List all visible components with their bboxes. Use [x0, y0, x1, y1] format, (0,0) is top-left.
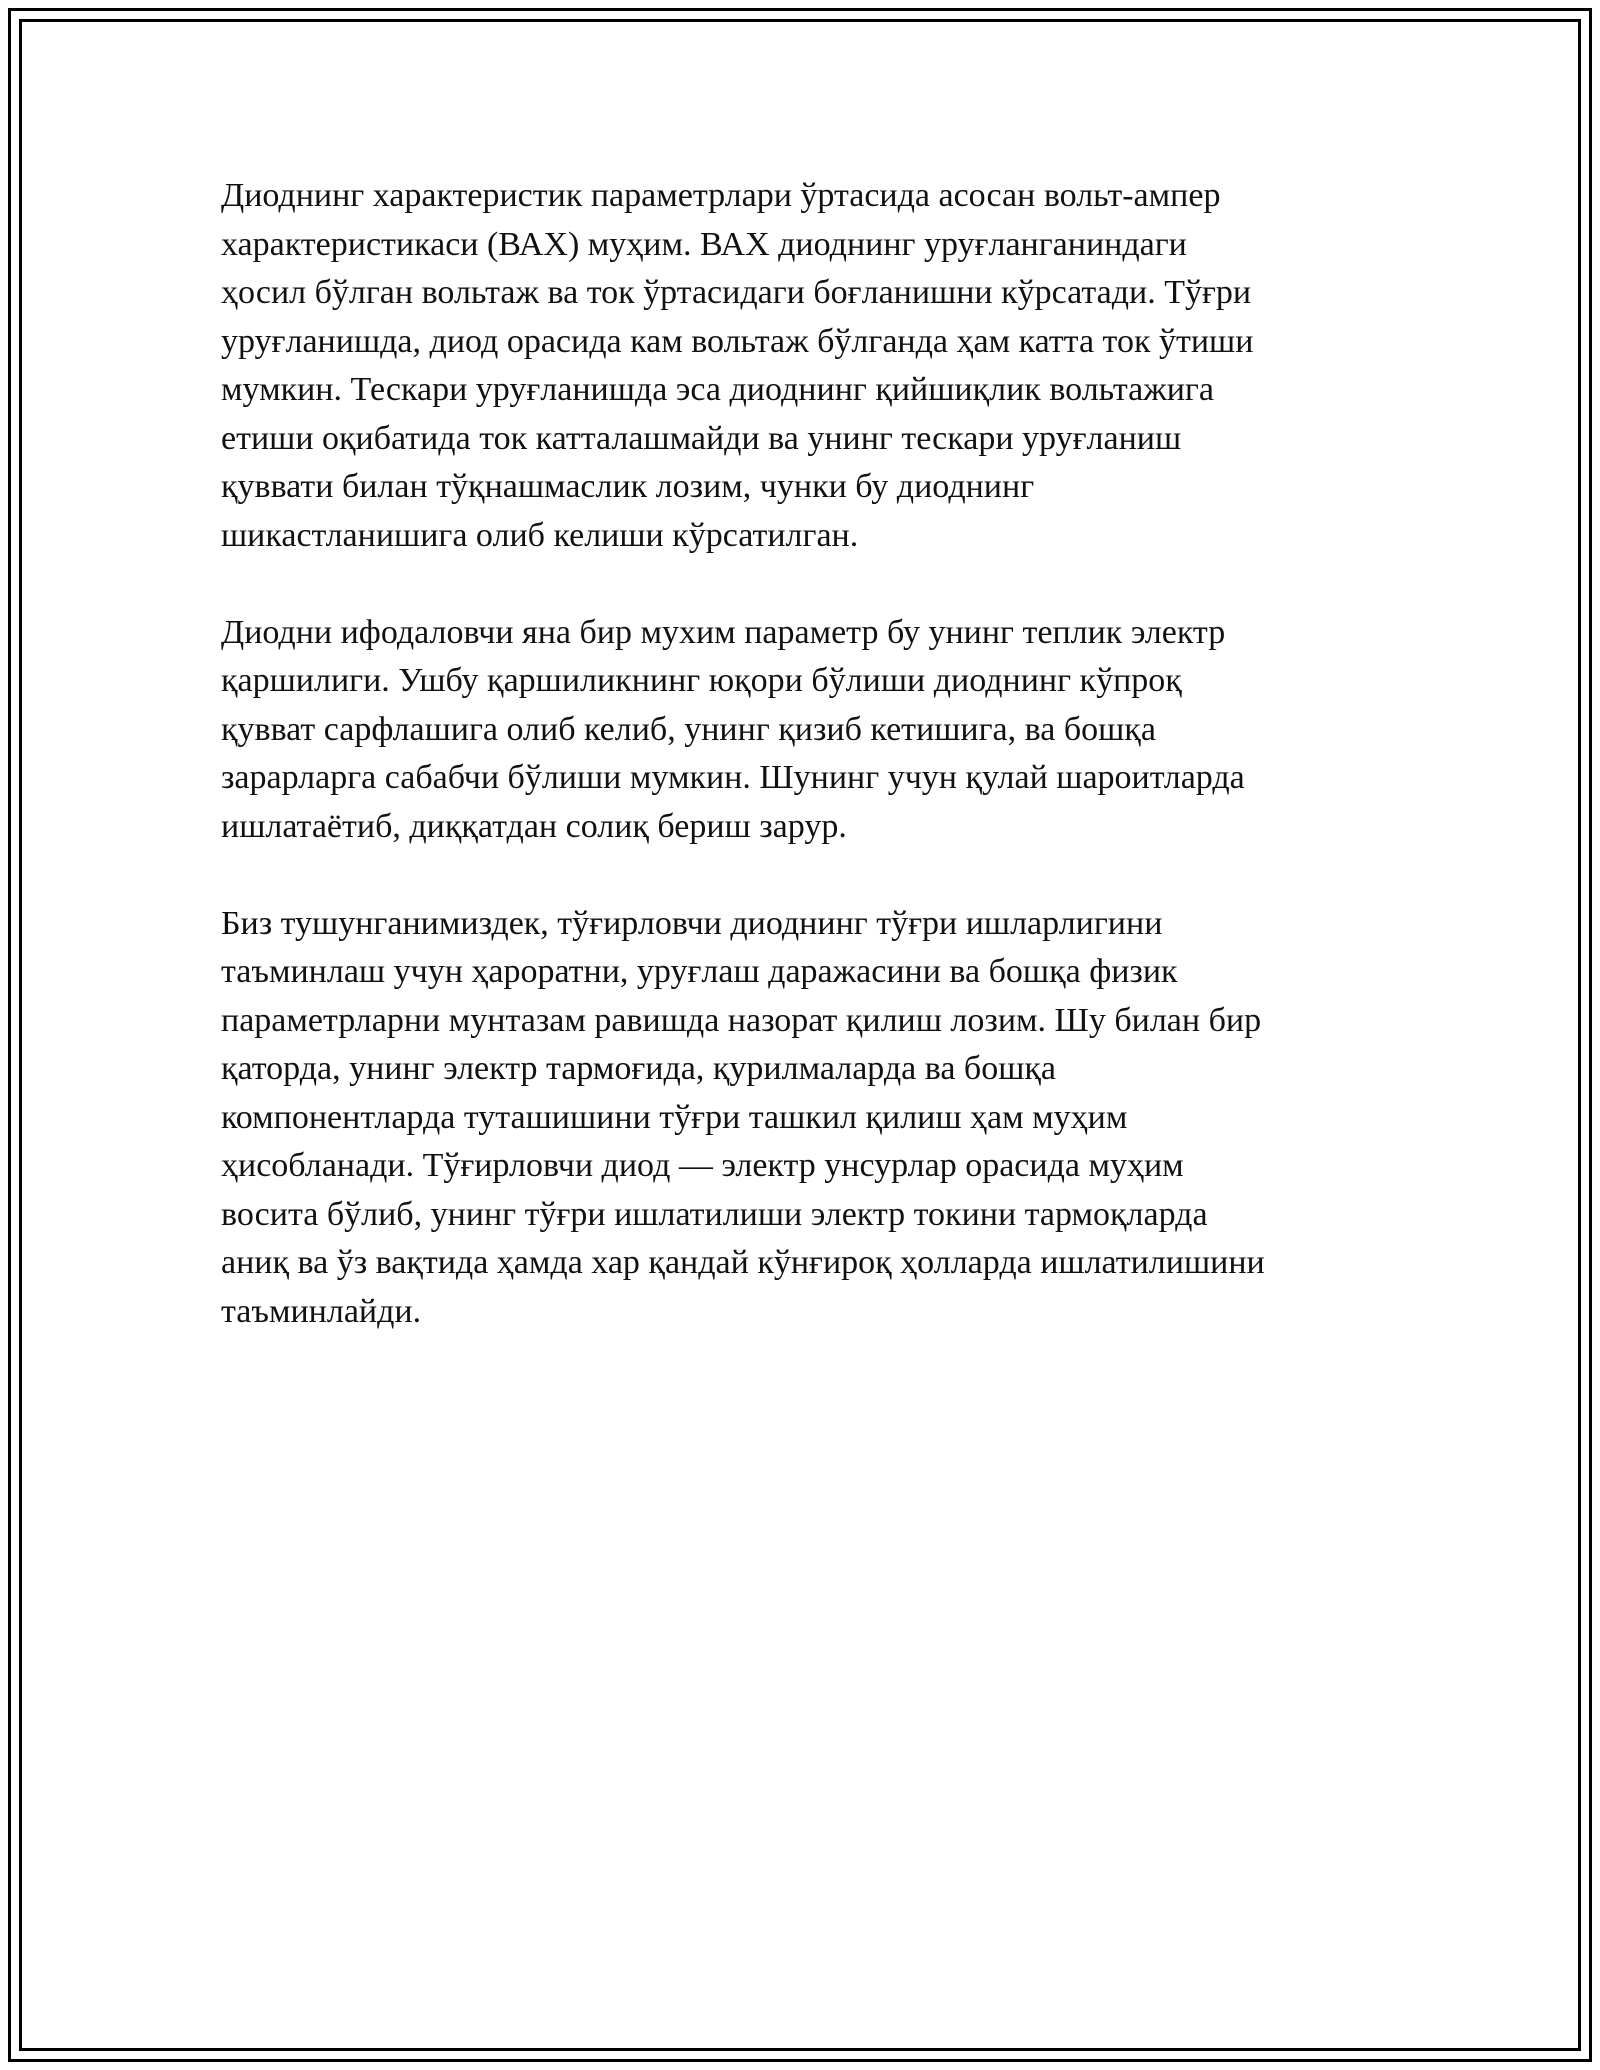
- paragraph-1: Диоднинг характеристик параметрлари ўртасида асосан вольт-ампер характеристикаси (ВАХ) муҳим. ВАХ диоднинг уруғланганиндаги ҳосил бўлган вольтаж ва ток ўртасидаги боғланишни кўрсатади. Тўғри уруғланишда, диод орасида кам вольтаж бўлганда ҳам катта ток ўтиши мумкин. Тескари уруғланишда эса диоднинг қийшиқлик вольтажига етиши оқибатида ток катталашмайди ва унинг тескари уруғланиш қуввати билан тўқнашмаслик лозим, чунки бу диоднинг шикастланишига олиб келиши кўрсатилган.: [221, 177, 1254, 554]
- paragraph-3: Биз тушунганимиздек, тўғирловчи диоднинг тўғри ишларлигини таъминлаш учун ҳароратни, уруғлаш даражасини ва бошқа физик параметрларни мунтазам равишда назорат қилиш лозим. Шу билан бир қаторда, унинг электр тармоғида, қурилмаларда ва бошқа компонентларда туташишини тўғри ташкил қилиш ҳам муҳим ҳисобланади. Тўғирловчи диод — электр унсурлар орасида муҳим восита бўлиб, унинг тўғри ишлатилиши электр токини тармоқларда аниқ ва ўз вақтида ҳамда хар қандай кўнғироқ ҳолларда ишлатилишини таъминлайди.: [221, 904, 1265, 1330]
- document-body: [221, 172, 1371, 1385]
- paragraph-2: Диодни ифодаловчи яна бир мухим параметр бу унинг теплик электр қаршилиги. Ушбу қаршиликнинг юқори бўлиши диоднинг кўпроқ қувват сарфлашига олиб келиб, унинг қизиб кетишига, ва бошқа зарарларга сабабчи бўлиши мумкин. Шунинг учун қулай шароитларда ишлатаётиб, диққатдан солиқ бериш зарур.: [221, 613, 1245, 845]
